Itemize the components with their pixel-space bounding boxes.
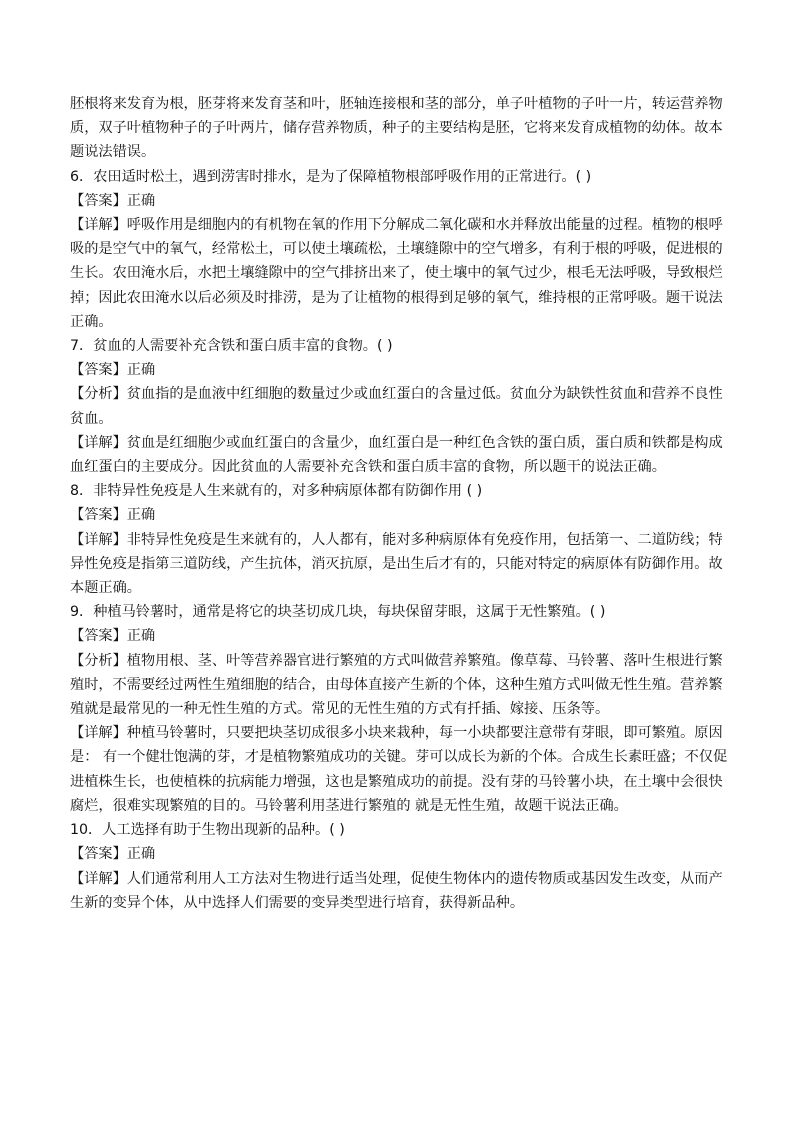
answer-8 — [70, 503, 734, 527]
detail-label: 【详解】 — [70, 531, 127, 548]
answer-7 — [70, 358, 734, 382]
detail-7-text: 贫血是红细胞少或血红蛋白的含量少，血红蛋白是一种红色含铁的蛋白质，蛋白质和铁都是构成血红蛋白的主要成分。因此贫血的人需要补充含铁和蛋白质丰富的食物，所以题干的说法正确。 — [70, 434, 723, 476]
detail-label: 【详解】 — [70, 725, 127, 742]
question-9: 9．种植马铃薯时，通常是将它的块茎切成几块，每块保留芽眼，这属于无性繁殖。( ) — [70, 604, 606, 621]
question-8: 8．非特异性免疫是人生来就有的，对多种病原体都有防御作用 ( ) — [70, 483, 483, 500]
answer-6-value: 正确 — [126, 192, 156, 209]
answer-10-value: 正确 — [126, 846, 156, 863]
answer-8-value: 正确 — [126, 507, 156, 524]
answer-label: 【答案】 — [70, 846, 127, 863]
detail-6 — [70, 213, 734, 334]
detail-10-text: 人们通常利用人工方法对生物进行适当处理，促使生物体内的遗传物质或基因发生改变，从而产生新的变异个体，从中选择人们需要的变异类型进行培育，获得新品种。 — [70, 870, 723, 911]
analysis-7-text: 贫血指的是血液中红细胞的数量过少或血红蛋白的含量过低。贫血分为缺铁性贫血和营养不良性贫血。 — [70, 386, 723, 427]
answer-7-value: 正确 — [126, 362, 156, 379]
analysis-9 — [70, 649, 734, 722]
intro-paragraph: 胚根将来发育为根，胚芽将来发育茎和叶，胚轴连接根和茎的部分，单子叶植物的子叶一片，转运营养物质，双子叶植物种子的子叶两片，储存营养物质，种子的主要结构是胚，它将来发育成植物的幼体。故本题说法错误。 — [70, 96, 723, 161]
analysis-9-text: 植物用根、茎、叶等营养器官进行繁殖的方式叫做营养繁殖。像草莓、马铃薯、落叶生根进行繁殖时，不需要经过两性生殖细胞的结合，由母体直接产生新的个体，这种生殖方式叫做无性生殖。营养繁殖就是最常见的一种无性生殖的方式。常见的无性生殖的方式有扦插、嫁接、压条等。 — [70, 652, 723, 718]
detail-9 — [70, 721, 734, 818]
detail-7 — [70, 431, 734, 479]
analysis-label: 【分析】 — [70, 386, 127, 403]
detail-label: 【详解】 — [70, 434, 127, 451]
detail-8 — [70, 528, 734, 601]
analysis-label: 【分析】 — [70, 652, 127, 669]
detail-10 — [70, 867, 734, 915]
detail-6-text: 呼吸作用是细胞内的有机物在氧的作用下分解成二氧化碳和水并释放出能量的过程。植物的根呼吸的是空气中的氧气，经常松土，可以使土壤疏松，土壤缝隙中的空气增多，有利于根的呼吸，促进根的生长。农田淹水后，水把土壤缝隙中的空气排挤出来了，使土壤中的氧气过少，根毛无法呼吸，导致根烂掉；因此农田淹水以后必须及时排涝，是为了让植物的根得到足够的氧气，维持根的正常呼吸。题干说法正确。 — [70, 217, 723, 330]
detail-label: 【详解】 — [70, 870, 127, 887]
question-6: 6．农田适时松土，遇到涝害时排水，是为了保障植物根部呼吸作用的正常进行。( ) — [70, 168, 592, 185]
detail-label: 【详解】 — [70, 217, 127, 234]
answer-9-value: 正确 — [126, 628, 156, 645]
answer-6 — [70, 189, 734, 213]
answer-10 — [70, 842, 734, 866]
answer-9 — [70, 624, 734, 648]
detail-8-text: 非特异性免疫是生来就有的，人人都有，能对多种病原体有免疫作用，包括第一、二道防线；特异性免疫是指第三道防线，产生抗体，消灭抗原，是出生后才有的，只能对特定的病原体有防御作用。故本题正确。 — [70, 531, 723, 597]
question-10: 10．人工选择有助于生物出现新的品种。( ) — [70, 822, 345, 839]
question-7: 7．贫血的人需要补充含铁和蛋白质丰富的食物。( ) — [70, 338, 393, 355]
analysis-7 — [70, 382, 734, 430]
detail-9-text: 种植马铃薯时，只要把块茎切成很多小块来栽种，每一小块都要注意带有芽眼，即可繁殖。原因是： 有一个健壮饱满的芽，才是植物繁殖成功的关键。芽可以成长为新的个体。合成生长素旺盛；不仅促进植株生长，也使植株的抗病能力增强，这也是繁殖成功的前提。没有芽的马铃薯小块，在土壤中会很快腐烂，很难实现繁殖的目的。马铃薯利用茎进行繁殖的 就是无性生殖，故题干说法正确。 — [70, 725, 728, 814]
answer-label: 【答案】 — [70, 507, 127, 524]
answer-label: 【答案】 — [70, 362, 127, 379]
answer-label: 【答案】 — [70, 628, 127, 645]
answer-label: 【答案】 — [70, 192, 127, 209]
